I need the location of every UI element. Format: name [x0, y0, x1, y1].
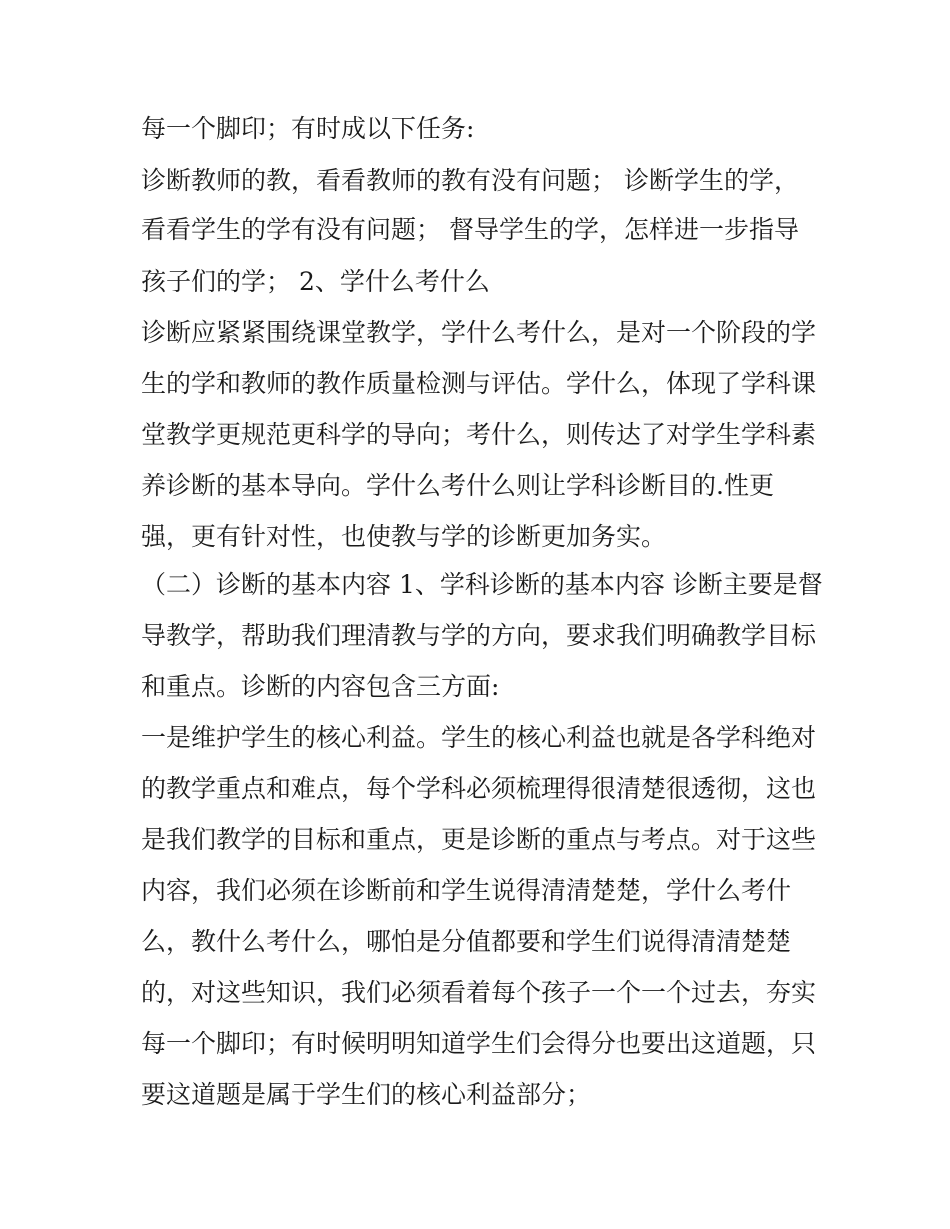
text-line: 内容，我们必须在诊断前和学生说得清清楚楚，学什么考什 — [141, 876, 792, 905]
text-line: 导教学，帮助我们理清教与学的方向，要求我们明确教学目标 — [141, 621, 817, 650]
text-line: 孩子们的学； 2、学什么考什么 — [141, 267, 490, 296]
text-line: 和重点。诊断的内容包含三方面: — [141, 672, 500, 701]
text-line: 每一个脚印；有时成以下任务: — [141, 114, 475, 143]
text-line: 生的学和教师的教作质量检测与评估。学什么，体现了学科课 — [141, 369, 817, 398]
text-line: 强，更有针对性，也使教与学的诊断更加务实。 — [141, 522, 667, 551]
text-line: 每一个脚印；有时候明明知道学生们会得分也要出这道题，只 — [141, 1029, 817, 1058]
text-line: 要这道题是属于学生们的核心利益部分； — [141, 1080, 592, 1109]
text-line: 养诊断的基本导向。学什么考什么则让学科诊断目的.性更 — [141, 471, 774, 500]
text-line: 的，对这些知识，我们必须看着每个孩子一个一个过去，夯实 — [141, 978, 817, 1007]
text-line: 一是维护学生的核心利益。学生的核心利益也就是各学科绝对 — [141, 723, 817, 752]
text-line: 是我们教学的目标和重点，更是诊断的重点与考点。对于这些 — [141, 825, 817, 854]
text-line: 看看学生的学有没有问题； 督导学生的学，怎样进一步指导 — [141, 215, 799, 244]
text-line: 么，教什么考什么，哪怕是分值都要和学生们说得清清楚楚 — [141, 927, 792, 956]
text-line: 堂教学更规范更科学的导向；考什么，则传达了对学生学科素 — [141, 420, 817, 449]
text-line: 诊断教师的教，看看教师的教有没有问题； 诊断学生的学， — [141, 166, 799, 195]
text-line: 诊断应紧紧围绕课堂教学，学什么考什么，是对一个阶段的学 — [141, 318, 817, 347]
text-line: 的教学重点和难点，每个学科必须梳理得很清楚很透彻，这也 — [141, 774, 817, 803]
text-line: （二）诊断的基本内容 1、学科诊断的基本内容 诊断主要是督 — [141, 570, 823, 599]
